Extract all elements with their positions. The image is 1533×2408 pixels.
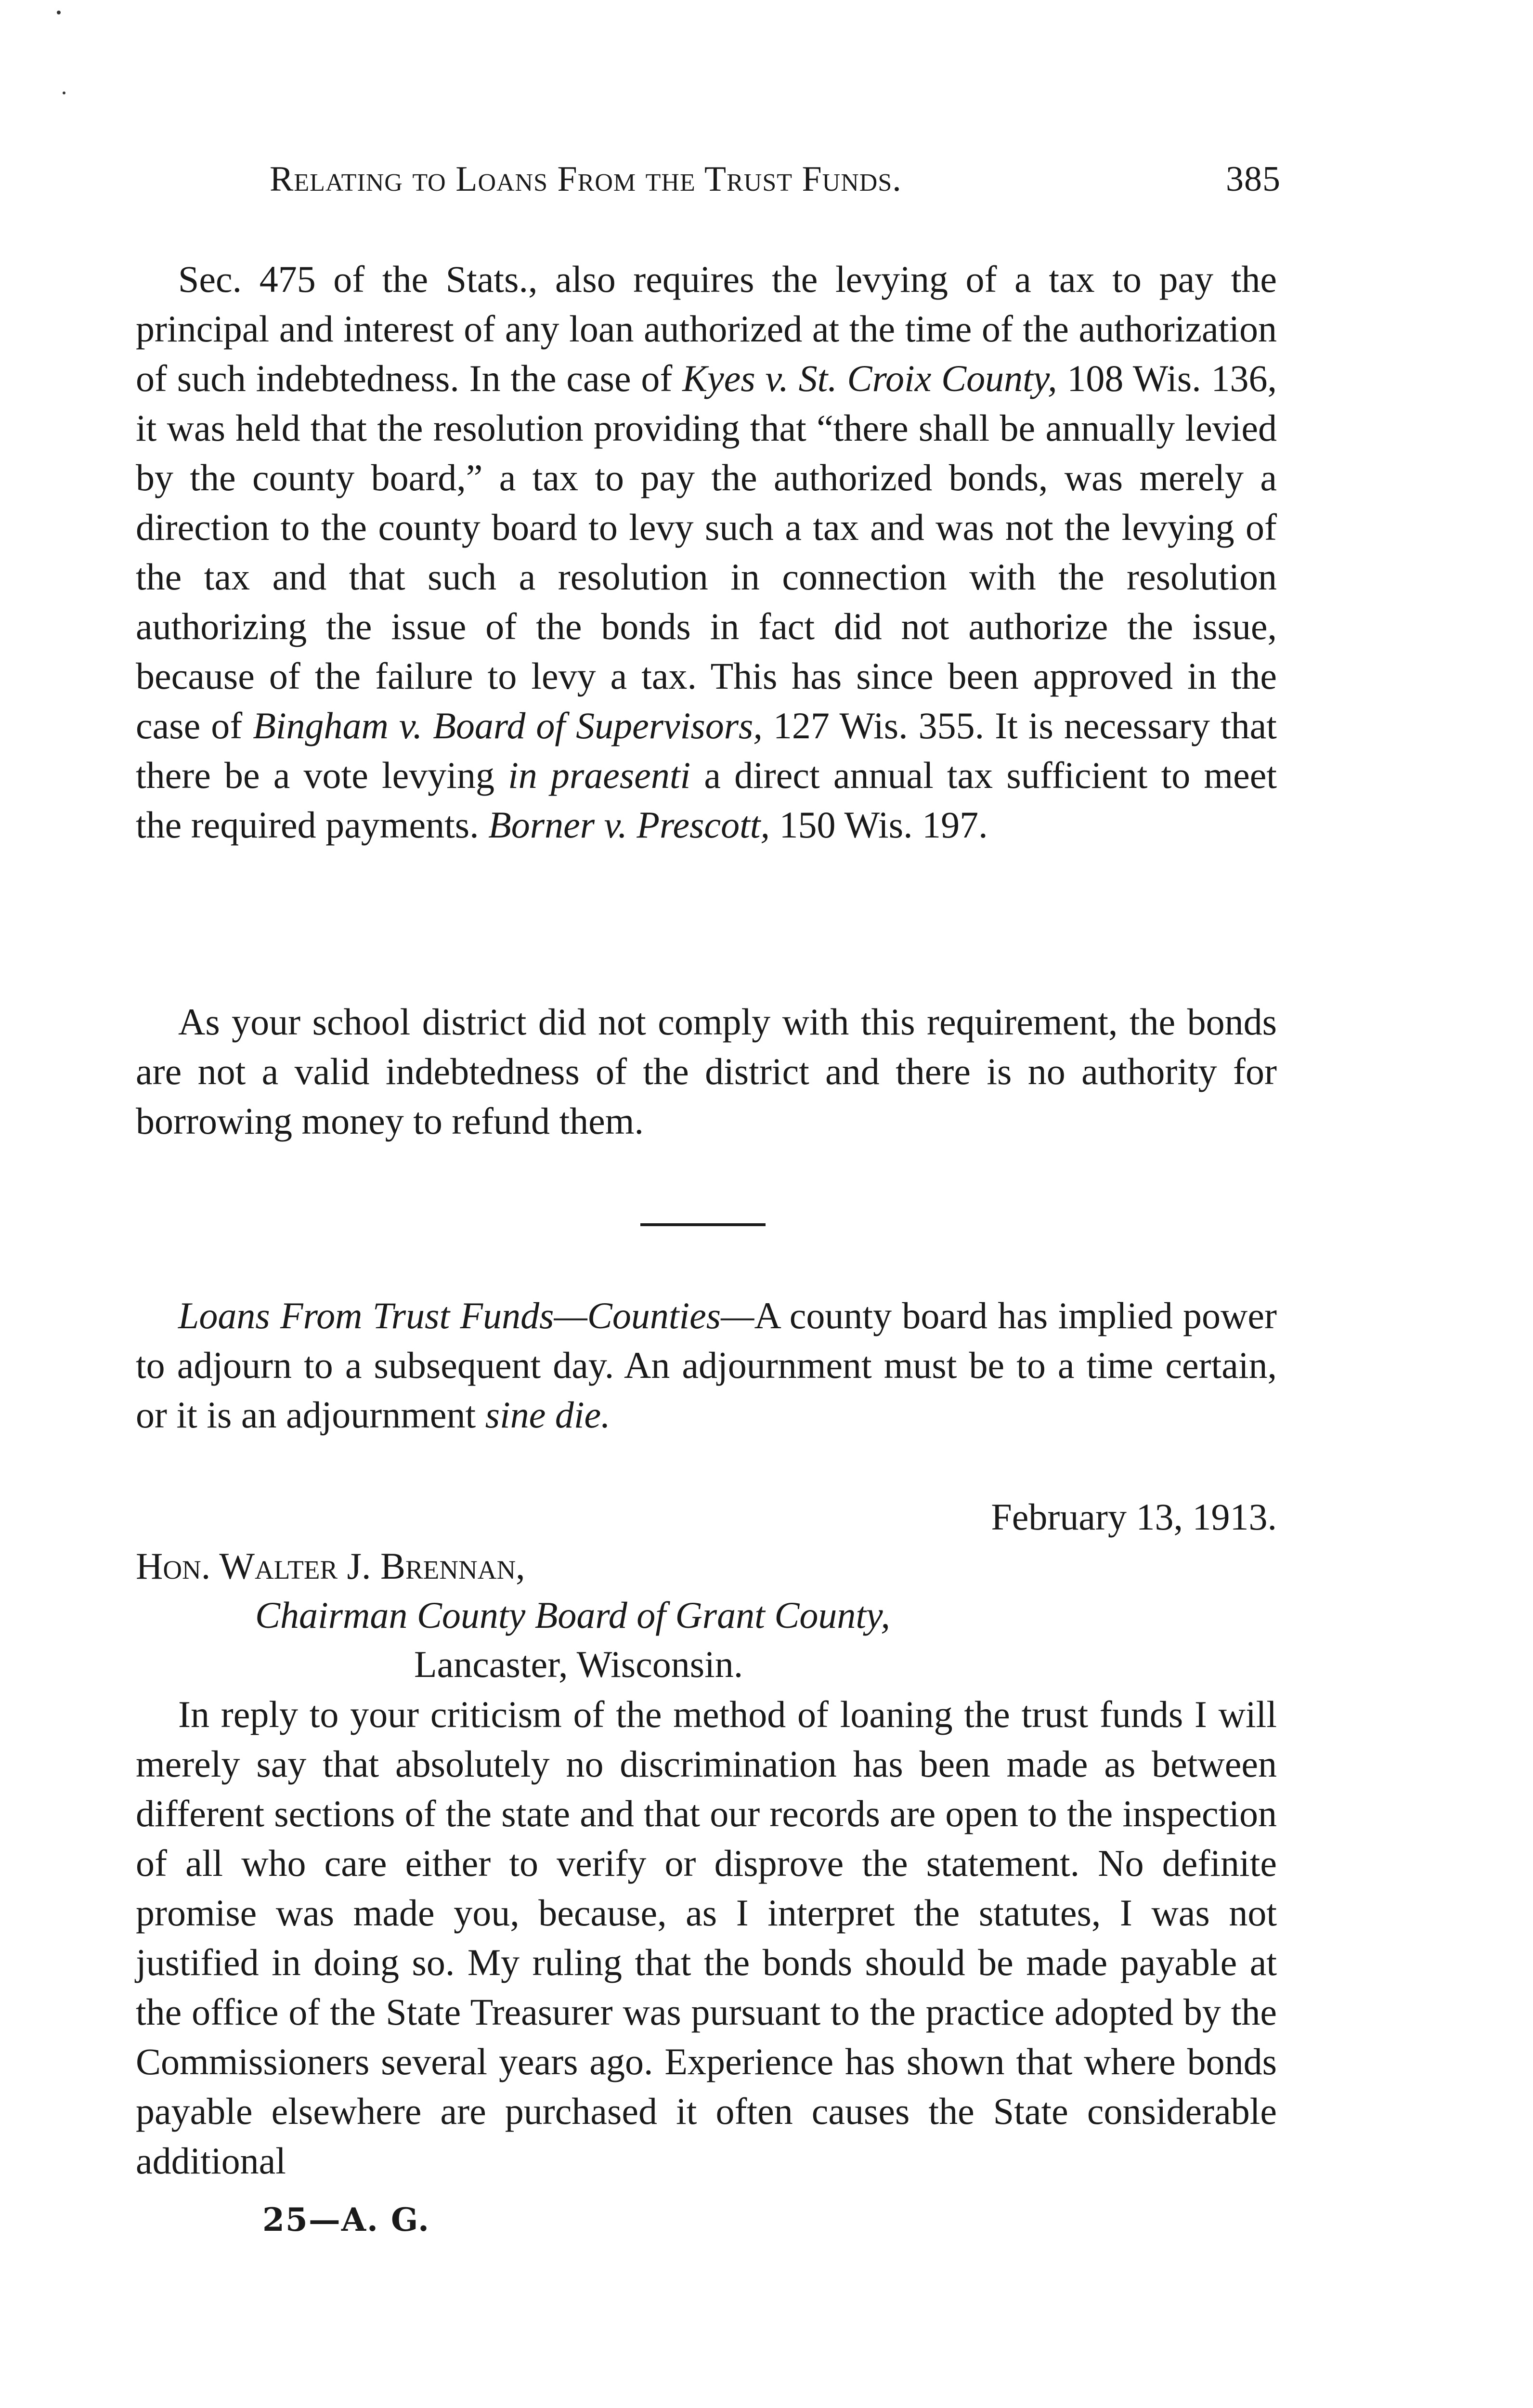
para1-text-1: Sec. 475 of the Stats., also requires the levying of a tax to pay the principal and interest of any loan authorized at the time of the authorization of such indebtedness. In the case of xyxy=(136,258,1277,399)
para2-text: As your school district did not comply with this requirement, the bonds are not a valid indebtedness of the district and there is no authority for borrowing money to refund them. xyxy=(136,1001,1277,1142)
signature-mark: 25—A. G. xyxy=(262,2201,430,2238)
para3-text: In reply to your criticism of the method of loaning the trust funds I will merely say that absolutely no discrimination has been made as between different sections of the state and that our records are open to the inspection of all who care either to verify or disprove the statement. No definite promise was made you, because, as I interpret the statutes, I was not justified in doing so. My ruling that the bonds should be made payable at the office of the State Treasurer was pursuant to the practice adopted by the Commissioners several years ago. Experience has shown that where bonds payable elsewhere are purchased it often causes the State considerable additional xyxy=(136,1693,1277,2182)
section-divider xyxy=(640,1223,766,1226)
para1-text-5: 150 Wis. 197. xyxy=(769,804,988,846)
latin-phrase: in praesenti xyxy=(508,754,691,796)
case-citation-borner: Borner v. Prescott, xyxy=(488,804,770,846)
letter-date: February 13, 1913. xyxy=(991,1496,1277,1538)
case-citation-kyes: Kyes v. St. Croix County, xyxy=(682,357,1057,399)
case-citation-bingham: Bingham v. Board of Supervisors, xyxy=(253,705,763,746)
print-speck xyxy=(57,11,61,14)
headnote-text: A county board has implied power to adjourn to a subsequent day. An adjournment must be to a time certain, or it is an adjournment xyxy=(136,1295,1277,1436)
para1-text-3: 127 Wis. 355. It is necessary that there be a vote levying xyxy=(136,705,1277,796)
paragraph-conclusion xyxy=(136,997,1277,1146)
letter-addressee: Hon. Walter J. Brennan, xyxy=(136,1545,525,1587)
para1-text-2: 108 Wis. 136, it was held that the resolution providing that “there shall be annually levied by the county board,” a tax to pay the authorized bonds, was merely a direction to the county board to levy such a tax and was not the levying of the tax and that such a resolution in connection with the resolution authorizing the issue of the bonds in fact did not authorize the issue, because of the failure to levy a tax. This has since been approved in the case of xyxy=(136,357,1277,746)
headnote-topic: Loans From Trust Funds—Counties— xyxy=(178,1295,754,1336)
letter-addressee-title: Chairman County Board of Grant County, xyxy=(255,1594,890,1636)
paragraph-statute-tax xyxy=(136,254,1277,850)
para1-text-4: a direct annual tax sufficient to meet the required payments. xyxy=(136,754,1277,846)
print-speck xyxy=(63,92,65,94)
running-header xyxy=(270,159,1281,212)
header-title: Relating to Loans From the Trust Funds. xyxy=(270,159,902,199)
paragraph-reply xyxy=(136,1689,1277,2186)
headnote xyxy=(136,1291,1277,1440)
letter-addressee-location: Lancaster, Wisconsin. xyxy=(414,1643,743,1685)
page-number: 385 xyxy=(1226,159,1281,199)
headnote-latin: sine die. xyxy=(485,1394,611,1436)
